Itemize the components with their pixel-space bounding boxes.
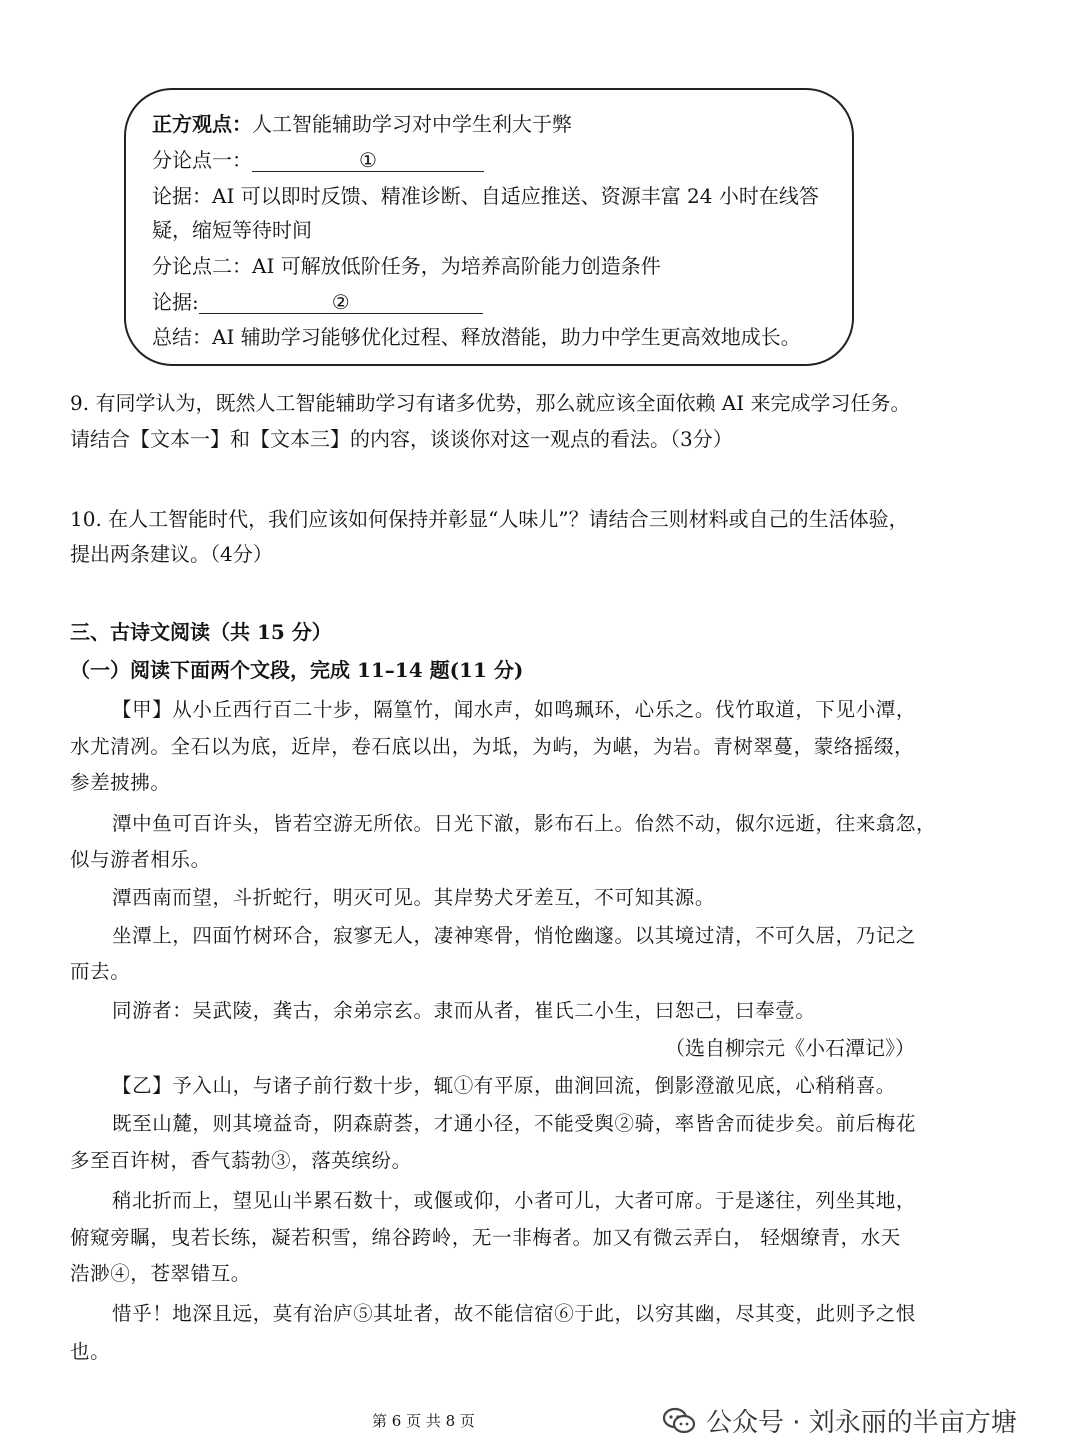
- passage-jia-line: 潭西南而望，斗折蛇行，明灭可见。其岸势犬牙差互，不可知其源。: [112, 886, 716, 909]
- thesis-text: 人工智能辅助学习对中学生利大于弊: [252, 112, 572, 136]
- wechat-icon: [662, 1407, 696, 1435]
- passage-yi-line: 惜乎！地深且远，莫有治庐⑤其址者，故不能信宿⑥于此，以穷其幽，尽其变，此则予之恨: [112, 1302, 917, 1325]
- thesis-line: [152, 110, 572, 138]
- section-3-heading: 三、古诗文阅读（共 15 分）: [70, 620, 332, 644]
- sub-point-one-line: [152, 146, 484, 174]
- passage-yi-line: 【乙】予入山，与诸子前行数十步，辄①有平原，曲涧回流，倒影澄澈见底，心稍稍喜。: [112, 1074, 896, 1097]
- passage-yi-line: 多至百许树，香气蓊勃③，落英缤纷。: [70, 1149, 412, 1172]
- sub-point-two-line: 分论点二：AI 可解放低阶任务，为培养高阶能力创造条件: [152, 254, 661, 278]
- passage-jia-line: 似与游者相乐。: [70, 848, 211, 871]
- sub-point-one-label: 分论点一：: [152, 148, 252, 172]
- blank-2[interactable]: ②: [199, 291, 483, 314]
- passage-jia-line: 【甲】从小丘西行百二十步，隔篁竹，闻水声，如鸣珮环，心乐之。伐竹取道，下见小潭，: [112, 698, 917, 721]
- page-number: 第 6 页 共 8 页: [372, 1412, 475, 1430]
- question-10-line2: 提出两条建议。（4分）: [70, 542, 273, 566]
- passage-jia-line: 而去。: [70, 960, 131, 983]
- passage-yi-line: 俯窥旁瞩，曳若长练，凝若积雪，绵谷跨岭，无一非梅者。加又有微云弄白， 轻烟缭青，水天: [70, 1226, 901, 1249]
- blank-1[interactable]: ①: [252, 149, 484, 172]
- passage-jia-line: 水尤清冽。全石以为底，近岸，卷石底以出，为坻，为屿，为嵁，为岩。青树翠蔓，蒙络摇缀，: [70, 735, 915, 758]
- passage-jia-source: （选自柳宗元《小石潭记》）: [665, 1036, 915, 1060]
- thesis-label: 正方观点：: [152, 112, 252, 136]
- question-9-line1: 9. 有同学认为，既然人工智能辅助学习有诸多优势，那么就应该全面依赖 AI 来完成学习任务。: [70, 391, 911, 415]
- evidence-one-line2: 疑，缩短等待时间: [152, 218, 312, 242]
- section-3-subheading: （一）阅读下面两个文段，完成 11–14 题(11 分): [70, 658, 524, 682]
- question-9-line2: 请结合【文本一】和【文本三】的内容，谈谈你对这一观点的看法。（3分）: [70, 427, 733, 451]
- passage-jia-line: 潭中鱼可百许头，皆若空游无所依。日光下澈，影布石上。佁然不动，俶尔远逝，往来翕忽，: [112, 812, 937, 835]
- passage-jia-line: 参差披拂。: [70, 771, 171, 794]
- watermark-text: 公众号 · 刘永丽的半亩方塘: [706, 1408, 1017, 1438]
- passage-jia-line: 坐潭上，四面竹树环合，寂寥无人，凄神寒骨，悄怆幽邃。以其境过清，不可久居，乃记之: [112, 924, 917, 947]
- summary-line: 总结：AI 辅助学习能够优化过程、释放潜能，助力中学生更高效地成长。: [152, 325, 801, 349]
- passage-jia-line: 同游者：吴武陵，龚古，余弟宗玄。隶而从者，崔氏二小生，曰恕己，曰奉壹。: [112, 999, 816, 1022]
- question-10-line1: 10. 在人工智能时代，我们应该如何保持并彰显“人味儿”？请结合三则材料或自己的生活体验，: [70, 507, 909, 531]
- evidence-two-label: 论据:: [152, 290, 199, 314]
- passage-yi-line: 也。: [70, 1340, 111, 1363]
- passage-yi-line: 稍北折而上，望见山半累石数十，或偃或仰，小者可儿，大者可席。于是遂往，列坐其地，: [112, 1189, 917, 1212]
- passage-yi-line: 浩渺④，苍翠错互。: [70, 1262, 251, 1285]
- evidence-two-line: [152, 288, 483, 316]
- evidence-one-line1: 论据：AI 可以即时反馈、精准诊断、自适应推送、资源丰富 24 小时在线答: [152, 184, 819, 208]
- passage-yi-line: 既至山麓，则其境益奇，阴森蔚荟，才通小径，不能受舆②骑，率皆舍而徒步矣。前后梅花: [112, 1112, 917, 1135]
- watermark: [662, 1402, 1017, 1439]
